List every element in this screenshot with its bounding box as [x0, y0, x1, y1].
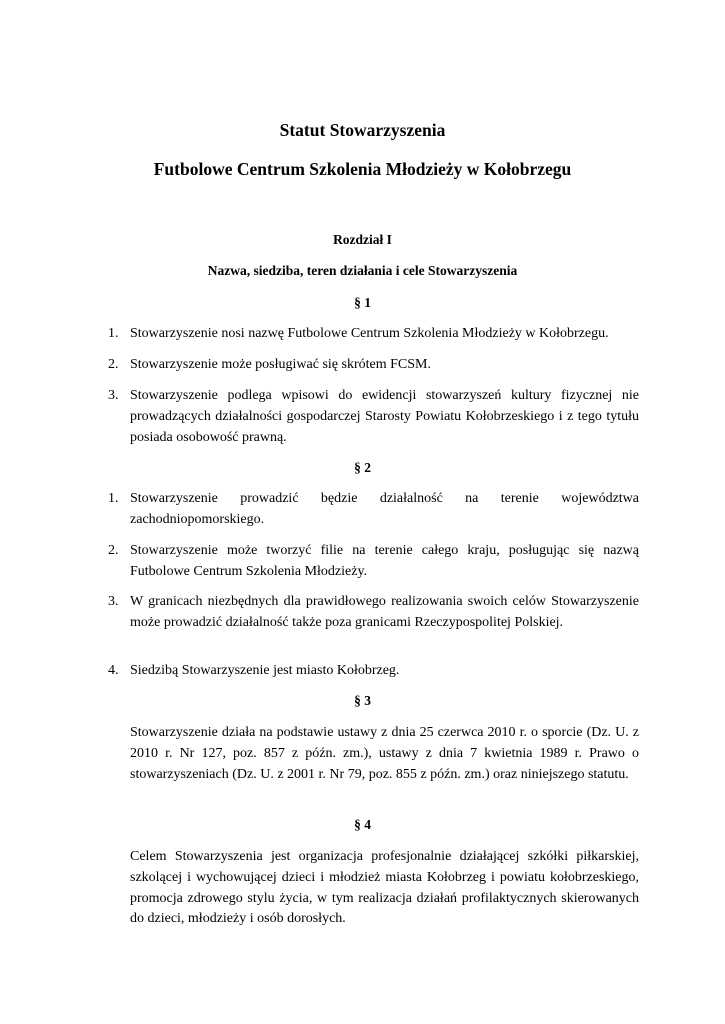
section-symbol-4: § 4	[354, 817, 371, 832]
section-3-text: Stowarzyszenie działa na podstawie ustawy z dnia 25 czerwca 2010 r. o sporcie (Dz. U. z 2010 r. Nr 127, poz. 857 z późn. zm.), ustawy z dnia 7 kwietnia 1989 r. Prawo o stowarzyszeniach (Dz. U. z 2001 r. Nr 79, poz. 855 z późn. zm.) oraz niniejszego statutu.	[130, 725, 639, 782]
section-symbol-1: § 1	[354, 295, 371, 310]
item-number: 2.	[108, 357, 119, 372]
item-number: 1.	[108, 491, 119, 506]
item-number: 3.	[108, 388, 119, 403]
item-text: Stowarzyszenie nosi nazwę Futbolowe Centrum Szkolenia Młodzieży w Kołobrzegu.	[130, 326, 609, 341]
section-1-item-3	[108, 386, 639, 448]
item-text: Stowarzyszenie może tworzyć filie na terenie całego kraju, posługując się nazwą Futbolowe Centrum Szkolenia Młodzieży.	[130, 543, 639, 579]
document-title: Statut Stowarzyszenia	[279, 120, 446, 140]
item-text: W granicach niezbędnych dla prawidłowego realizowania swoich celów Stowarzyszenie może prowadzić działalność także poza granicami Rzeczypospolitej Polskiej.	[130, 594, 639, 630]
chapter-label: Rozdział I	[333, 232, 392, 247]
section-2-item-2	[108, 541, 639, 583]
section-symbol-3: § 3	[354, 693, 371, 708]
section-2-item-1	[108, 489, 639, 531]
document-subtitle: Futbolowe Centrum Szkolenia Młodzieży w Kołobrzegu	[153, 159, 572, 179]
item-number: 1.	[108, 326, 119, 341]
item-text: Stowarzyszenie prowadzić będzie działalność na terenie województwa zachodniopomorskiego.	[130, 491, 639, 527]
section-1-item-1	[108, 324, 639, 345]
item-number: 2.	[108, 543, 119, 558]
item-number: 4.	[108, 663, 119, 678]
item-text: Stowarzyszenie podlega wpisowi do ewidencji stowarzyszeń kultury fizycznej nie prowadzących działalności gospodarczej Starosty Powiatu Kołobrzeskiego i z tego tytułu posiada osobowość prawną.	[130, 388, 639, 445]
item-text: Siedzibą Stowarzyszenie jest miasto Kołobrzeg.	[130, 663, 400, 678]
section-2-item-3	[108, 592, 639, 634]
section-2-item-4	[108, 661, 639, 682]
item-number: 3.	[108, 594, 119, 609]
section-1-item-2	[108, 355, 639, 376]
section-symbol-2: § 2	[354, 460, 371, 475]
chapter-heading: Nazwa, siedziba, teren działania i cele Stowarzyszenia	[207, 263, 518, 278]
item-text: Stowarzyszenie może posługiwać się skrótem FCSM.	[130, 357, 431, 372]
section-4-text: Celem Stowarzyszenia jest organizacja profesjonalnie działającej szkółki piłkarskiej, szkolącej i wychowującej dzieci i młodzież miasta Kołobrzeg i powiatu kołobrzeskiego, promocja zdrowego stylu życia, w tym realizacja działań profilaktycznych skierowanych do dzieci, młodzieży i osób dorosłych.	[130, 849, 639, 927]
